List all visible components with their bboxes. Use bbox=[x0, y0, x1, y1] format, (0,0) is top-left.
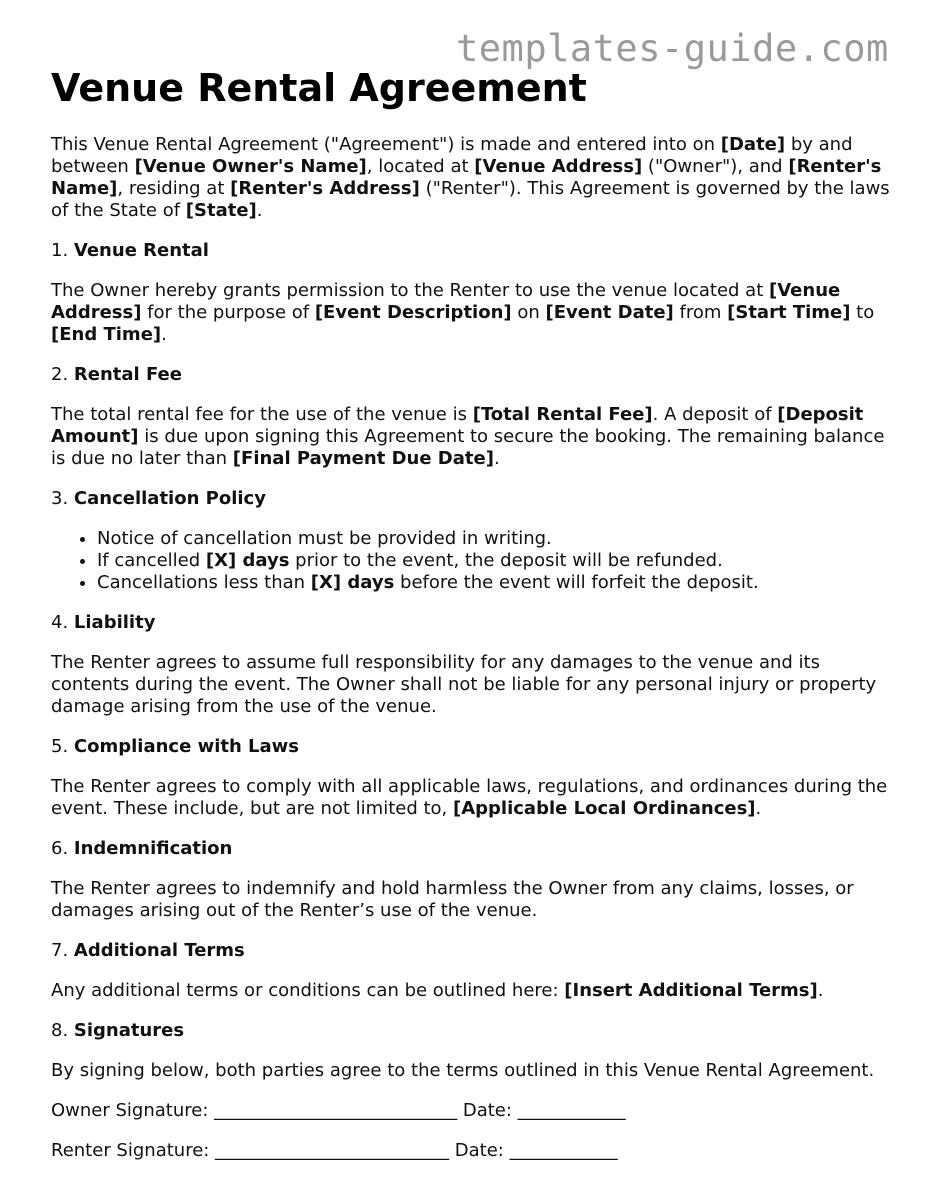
section-8-body: By signing below, both parties agree to the terms outlined in this Venue Rental Agreement. bbox=[51, 1060, 875, 1081]
section-7-body: Any additional terms or conditions can be outlined here: [Insert Additional Terms]. bbox=[51, 980, 824, 1001]
list-item: • Notice of cancellation must be provided in writing. bbox=[97, 528, 891, 550]
owner-signature-line[interactable]: Owner Signature: ___________________________ Date: ____________ bbox=[51, 1100, 626, 1121]
document-title: Venue Rental Agreement bbox=[51, 66, 587, 110]
owner-name-placeholder: [Venue Owner's Name] bbox=[134, 156, 367, 177]
section-8-heading: 8. Signatures bbox=[51, 1020, 185, 1041]
intro-paragraph: This Venue Rental Agreement ("Agreement") is made and entered into on [Date] by and between [Venue Owner's Name], located at [Venue Address] ("Owner"), and [Renter's Name], residing at [Renter's Address] ("Renter"). This Agreement is governed by the laws of the State of [State]. bbox=[51, 134, 890, 221]
section-4-heading: 4. Liability bbox=[51, 612, 156, 633]
renter-name-placeholder: [Renter's Name] bbox=[51, 156, 882, 199]
section-1-body: The Owner hereby grants permission to the Renter to use the venue located at [Venue Address] for the purpose of [Event Description] on [Event Date] from [Start Time] to [End Time]. bbox=[51, 280, 875, 345]
list-item: • If cancelled [X] days prior to the event, the deposit will be refunded. bbox=[97, 550, 891, 572]
date-placeholder: [Date] bbox=[720, 134, 786, 155]
renter-signature-line[interactable]: Renter Signature: __________________________ Date: ____________ bbox=[51, 1140, 618, 1161]
section-5-heading: 5. Compliance with Laws bbox=[51, 736, 300, 757]
section-6-body: The Renter agrees to indemnify and hold harmless the Owner from any claims, losses, or damages arising out of the Renter’s use of the venue. bbox=[51, 878, 854, 921]
section-7-heading: 7. Additional Terms bbox=[51, 940, 245, 961]
cancellation-list bbox=[51, 528, 891, 594]
watermark: templates-guide.com bbox=[456, 27, 889, 70]
section-2-body: The total rental fee for the use of the venue is [Total Rental Fee]. A deposit of [Deposit Amount] is due upon signing this Agreement to secure the booking. The remaining balance is due no later than [Final Payment Due Date]. bbox=[51, 404, 885, 469]
section-5-body: The Renter agrees to comply with all applicable laws, regulations, and ordinances during the event. These include, but are not limited to, [Applicable Local Ordinances]. bbox=[51, 776, 888, 819]
section-2-heading: 2. Rental Fee bbox=[51, 364, 182, 385]
renter-address-placeholder: [Renter's Address] bbox=[230, 178, 420, 199]
section-1-heading: 1. Venue Rental bbox=[51, 240, 209, 261]
venue-address-placeholder: [Venue Address] bbox=[474, 156, 643, 177]
section-3-heading: 3. Cancellation Policy bbox=[51, 488, 266, 509]
state-placeholder: [State] bbox=[185, 200, 257, 221]
section-6-heading: 6. Indemnification bbox=[51, 838, 233, 859]
document-page bbox=[51, 64, 891, 1162]
section-4-body: The Renter agrees to assume full responsibility for any damages to the venue and its contents during the event. The Owner shall not be liable for any personal injury or property damage arising from the use of the venue. bbox=[51, 652, 877, 717]
list-item: • Cancellations less than [X] days before the event will forfeit the deposit. bbox=[97, 572, 891, 594]
